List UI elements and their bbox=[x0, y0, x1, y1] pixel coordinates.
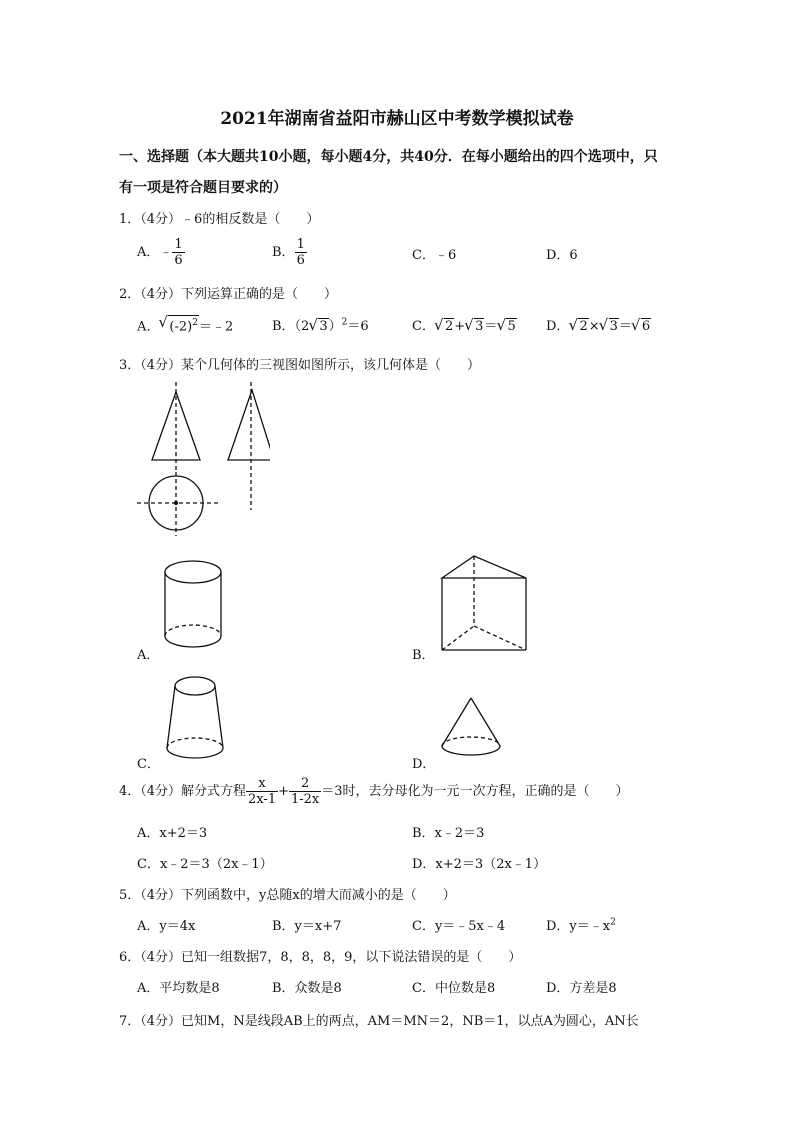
q3-option-c: C． bbox=[137, 757, 160, 772]
q4-option-b: B．x﹣2＝3 bbox=[412, 826, 485, 841]
q3-option-b: B． bbox=[412, 648, 435, 663]
q3-option-d: D． bbox=[412, 757, 436, 772]
q3-option-a: A． bbox=[137, 648, 160, 663]
q7-stem: 7．（4分）已知M，N是线段AB上的两点，AM＝MN＝2，NB＝1，以点A为圆心，AN长 bbox=[119, 1014, 639, 1029]
q4-option-c: C．x﹣2＝3（2x﹣1） bbox=[137, 857, 273, 872]
q2-option-d: D．√ 2×√ 3＝√ 6 bbox=[546, 315, 651, 334]
section-header-line2: 有一项是符合题目要求的） bbox=[119, 180, 287, 196]
q4-stem: 4．（4分）解分式方程 $\frac{x}{2x-1}$ + $\frac{2}{1-2x}$ ＝3时，去分母化为一元一次方程，正确的是（ ） bbox=[119, 776, 629, 807]
q2-option-a: A．√ $(-2)^2=﹣2$ bbox=[137, 315, 233, 334]
top-view bbox=[137, 472, 220, 536]
frustum-figure bbox=[160, 672, 230, 768]
exam-title: 2021年湖南省益阳市赫山区中考数学模拟试卷 bbox=[220, 109, 574, 129]
q1-option-a: A．﹣ $\frac{1}{6}$ bbox=[137, 237, 183, 268]
q6-stem: 6．（4分）已知一组数据7，8，8，8，9，以下说法错误的是（ ） bbox=[119, 950, 522, 965]
q2-option-c: C．√ 2+√ 3＝√ 5 bbox=[412, 315, 517, 334]
q4-option-d: D．x+2＝3（2x﹣1） bbox=[412, 857, 547, 872]
cone-figure bbox=[436, 694, 506, 760]
q1-option-c: C．﹣6 bbox=[412, 248, 457, 263]
q2-option-b: B．（2√ 3）$^2$＝6 bbox=[272, 315, 369, 334]
q1-stem: 1．（4分）﹣6的相反数是（ ） bbox=[119, 212, 320, 227]
three-views-figure bbox=[130, 380, 270, 540]
q5-option-b: B．y＝x+7 bbox=[272, 919, 342, 934]
cylinder-figure bbox=[160, 556, 226, 656]
q4-option-a: A．x+2＝3 bbox=[137, 826, 208, 841]
side-view bbox=[228, 382, 270, 510]
q5-option-d: D．$y=﹣x^2$ bbox=[546, 917, 616, 934]
q1-option-b: B． $\frac{1}{6}$ bbox=[272, 237, 305, 268]
q6-option-b: B．众数是8 bbox=[272, 981, 342, 996]
q5-option-c: C．y＝﹣5x﹣4 bbox=[412, 919, 506, 934]
q3-stem: 3．（4分）某个几何体的三视图如图所示，该几何体是（ ） bbox=[119, 358, 481, 373]
q6-option-a: A．平均数是8 bbox=[137, 981, 220, 996]
front-view bbox=[152, 382, 200, 470]
q5-option-a: A．y＝4x bbox=[137, 919, 196, 934]
q6-option-d: D．方差是8 bbox=[546, 981, 617, 996]
q2-stem: 2．（4分）下列运算正确的是（ ） bbox=[119, 287, 338, 302]
q5-stem: 5．（4分）下列函数中，y总随x的增大而减小的是（ ） bbox=[119, 888, 456, 903]
prism-figure bbox=[436, 550, 532, 656]
q6-option-c: C．中位数是8 bbox=[412, 981, 496, 996]
section-header-line1: 一、选择题（本大题共10小题，每小题4分，共40分．在每小题给出的四个选项中，只 bbox=[119, 149, 658, 165]
q1-option-d: D．6 bbox=[546, 248, 578, 263]
